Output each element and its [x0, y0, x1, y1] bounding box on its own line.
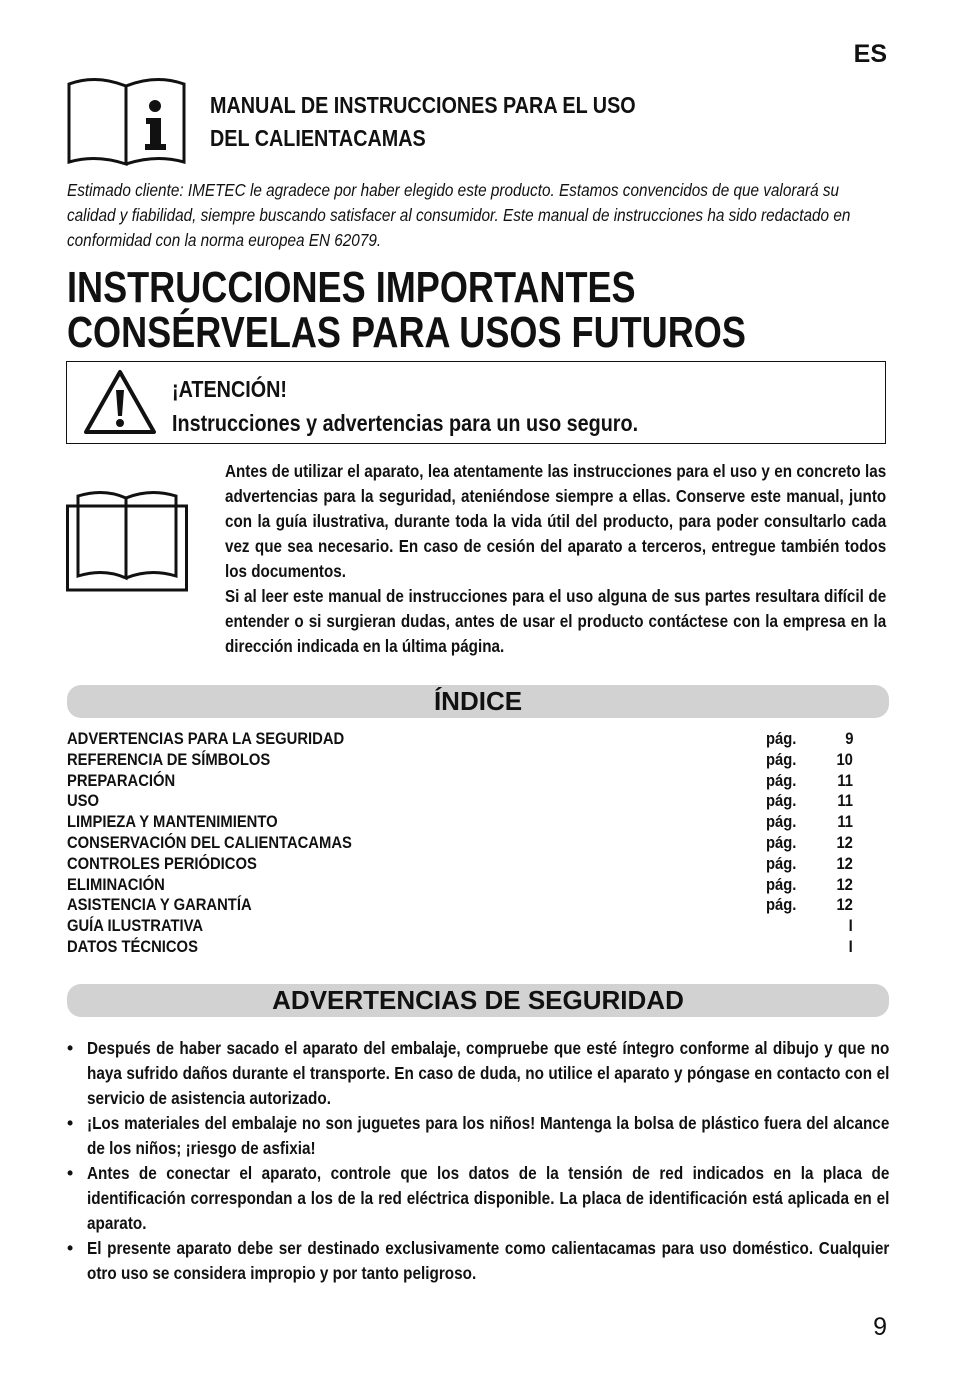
bullet-icon: • — [67, 1238, 74, 1258]
index-page-number: 12 — [836, 874, 853, 894]
index-row — [67, 812, 853, 833]
open-book-icon — [66, 488, 188, 592]
index-page-label: pág. — [766, 853, 797, 873]
page-title-line-1: INSTRUCCIONES IMPORTANTES — [67, 263, 636, 312]
index-page-number: 10 — [836, 749, 853, 769]
index-entry: LIMPIEZA Y MANTENIMIENTO — [67, 812, 278, 832]
manual-title-line-1: MANUAL DE INSTRUCCIONES PARA EL USO — [210, 92, 636, 118]
index-page-label: pág. — [766, 895, 797, 915]
index-entry: REFERENCIA DE SÍMBOLOS — [67, 749, 271, 769]
list-item — [67, 1161, 889, 1236]
index-entry: USO — [67, 791, 100, 811]
safety-item-text: Antes de conectar el aparato, controle que los datos de la tensión de red indicados en la placa de identificación correspondan a los de la red eléctrica disponible. La placa de identificación está aplicada en el aparato. — [87, 1163, 890, 1233]
index-row — [67, 916, 853, 937]
index-page-label: pág. — [766, 749, 797, 769]
list-item — [67, 1236, 889, 1286]
index-entry: GUÍA ILUSTRATIVA — [67, 916, 204, 936]
intro-paragraph: Estimado cliente: IMETEC le agradece por haber elegido este producto. Estamos convencidos de que valorará su calidad y fiabilidad, siempre buscando satisfacer al consumidor. Este manual de instrucciones ha sido redactado en conformidad con la norma europea EN 62079. — [67, 180, 851, 250]
index-row — [67, 750, 853, 771]
warning-triangle-icon — [82, 368, 158, 436]
index-page-number: I — [848, 936, 853, 956]
index-page-label: pág. — [766, 729, 797, 748]
index-row — [67, 729, 853, 750]
index-row — [67, 791, 853, 812]
index-row — [67, 937, 853, 958]
index-title: ÍNDICE — [433, 686, 523, 716]
list-item — [67, 1111, 889, 1161]
warning-subheading: Instrucciones y advertencias para un uso seguro. — [172, 410, 639, 436]
warning-text — [172, 372, 638, 440]
safety-title: ADVERTENCIAS DE SEGURIDAD — [272, 985, 684, 1015]
index-entry: CONSERVACIÓN DEL CALIENTACAMAS — [67, 832, 352, 852]
page-title-line-2: CONSÉRVELAS PARA USOS FUTUROS — [67, 308, 746, 357]
manual-title-line-2: DEL CALIENTACAMAS — [210, 125, 426, 151]
index-entry: DATOS TÉCNICOS — [67, 936, 198, 956]
page-title — [67, 265, 746, 355]
info-manual-icon — [66, 76, 188, 166]
index-page-number: 12 — [836, 832, 853, 852]
index-row — [67, 895, 853, 916]
index-page-label: pág. — [766, 832, 797, 852]
index-row — [67, 771, 853, 792]
index-page-number: I — [848, 916, 853, 936]
before-use-text — [225, 459, 886, 659]
index-page-number: 11 — [837, 791, 853, 811]
index-page-label: pág. — [766, 791, 797, 811]
index-page-number: 11 — [837, 812, 853, 832]
index-row — [67, 854, 853, 875]
index-page-label: pág. — [766, 874, 797, 894]
index-page-number: 12 — [836, 895, 853, 915]
index-row — [67, 833, 853, 854]
index-entry: ASISTENCIA Y GARANTÍA — [67, 895, 252, 915]
before-use-paragraph-1: Antes de utilizar el aparato, lea atentamente las instrucciones para el uso y en concreto las advertencias para la seguridad, ateniéndose siempre a ellas. Conserve este manual, junto con la guía ilustrativa, durante toda la vida útil del producto, para poder consultarlo cada vez que sea necesario. En caso de cesión del aparato a terceros, entregue también todos los documentos. — [225, 461, 887, 581]
safety-item-text: El presente aparato debe ser destinado exclusivamente como calientacamas para uso doméstico. Cualquier otro uso se considera impropio y por tanto peligroso. — [87, 1238, 890, 1283]
index-entry: CONTROLES PERIÓDICOS — [67, 853, 257, 873]
page-number: 9 — [873, 1313, 887, 1341]
index-page-label: pág. — [766, 812, 797, 832]
index-page-number: 11 — [837, 770, 853, 790]
index-entry: ELIMINACIÓN — [67, 874, 165, 894]
index-page-number: 9 — [844, 729, 853, 748]
safety-item-text: Después de haber sacado el aparato del embalaje, compruebe que esté íntegro conforme al dibujo y que no haya sufrido daños durante el transporte. En caso de duda, no utilice el aparato y póngase en contacto con el servicio de asistencia autorizado. — [87, 1038, 890, 1108]
index-page-label: pág. — [766, 770, 797, 790]
index-page-number: 12 — [836, 853, 853, 873]
index-entry: ADVERTENCIAS PARA LA SEGURIDAD — [67, 729, 345, 748]
bullet-icon: • — [67, 1163, 74, 1183]
before-use-paragraph-2: Si al leer este manual de instrucciones para el uso alguna de sus partes resultara difícil de entender o si surgieran dudas, antes de usar el producto contáctese con la empresa en la dirección indicada en la última página. — [225, 586, 887, 656]
bullet-icon: • — [67, 1113, 74, 1133]
warning-heading: ¡ATENCIÓN! — [172, 376, 288, 402]
index-list — [67, 729, 853, 958]
safety-item-text: ¡Los materiales del embalaje no son juguetes para los niños! Mantenga la bolsa de plástico fuera del alcance de los niños; ¡riesgo de asfixia! — [87, 1113, 890, 1158]
language-code: ES — [853, 40, 887, 68]
index-row — [67, 875, 853, 896]
list-item — [67, 1036, 889, 1111]
manual-title — [210, 89, 636, 155]
bullet-icon: • — [67, 1038, 74, 1058]
index-entry: PREPARACIÓN — [67, 770, 176, 790]
safety-list — [67, 1036, 889, 1286]
